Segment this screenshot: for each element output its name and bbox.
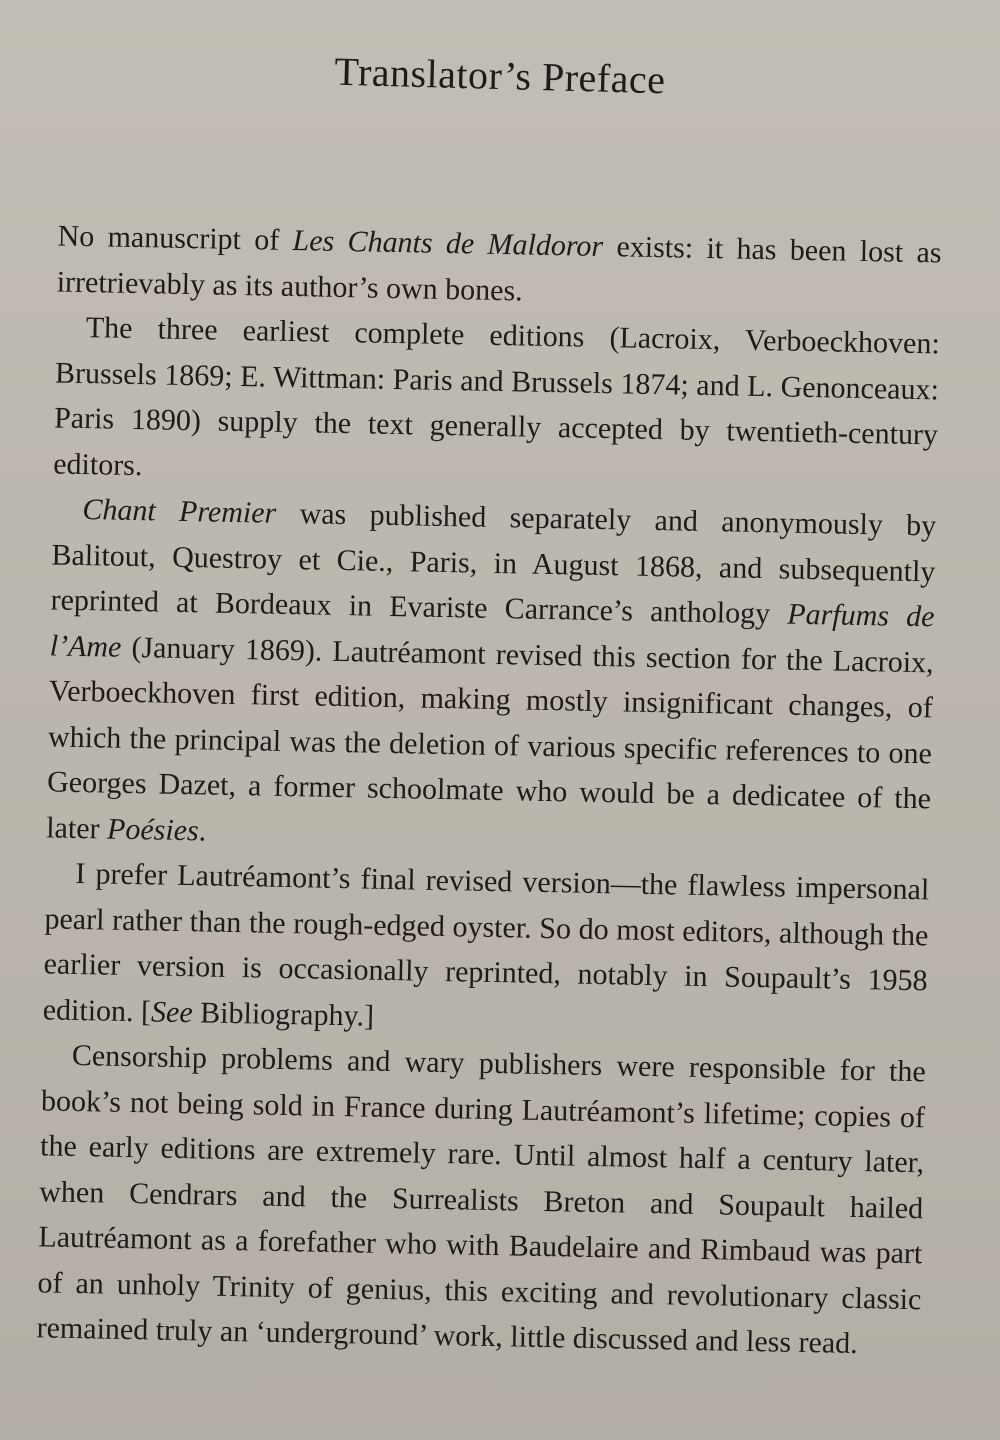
text-run: I prefer Lautréamont’s final revised version—the flawless impersonal pearl rather than the rough-edged oyster. So do most editors, although the earlier version is occasionally reprinted, notably in Soupault’s 1958 edition. [ [42,856,930,1028]
italic-title: Poésies [106,812,200,847]
text-run: exists: it has been lost as irretrievably as its author’s own bones. [56,229,942,307]
paragraph-censorship: Censorship problems and wary publishers were responsible for the book’s not being sold in France during Lautréamont’s lifetime; copies of the early editions are extremely rare. Until almost half a century later, when Cendrars and the Surrealists Breton and Soupault hailed Lautréamont as a forefather who with Baudelaire and Rimbaud was part of an unholy Trinity of genius, this exciting and revolutionary classic remained truly an ‘underground’ work, little discussed and less read. [36,1038,927,1361]
paragraph-chant-premier [46,486,937,867]
text-run: Bibliography.] [192,995,375,1033]
paragraph-preference [42,850,929,1049]
text-run: . [198,813,207,847]
preface-body [36,214,942,1368]
italic-word: See [150,994,194,1029]
italic-title: Chant Premier [82,493,277,530]
paragraph-editions: The three earliest complete editions (Lacroix, Verboeckhoven: Brussels 1869; E. Wittman: Paris and Brussels 1874; and L. Genonceaux: Paris 1890) supply the text generally accepted by twentieth-century editors. [52,311,941,482]
paragraph-manuscript [56,214,942,322]
italic-title: Parfums de l’Ame [49,597,935,664]
italic-title: Les Chants de Maldoror [292,224,604,263]
page-title: Translator’s Preface [333,48,667,103]
text-run: was published separately and anonymously by Balitout, Questroy et Cie., Paris, in August 1868, and subsequently reprinted at Bordeaux in Evariste Carrance’s anthology [50,496,937,631]
text-run: No manuscript of [57,219,293,258]
text-run: (January 1869). Lautréamont revised this section for the Lacroix, Verboeckhoven first edition, making mostly insignificant changes, of which the principal was the deletion of various specific references to one Georges Dazet, a former schoolmate who would be a dedicatee of the later [45,630,934,846]
